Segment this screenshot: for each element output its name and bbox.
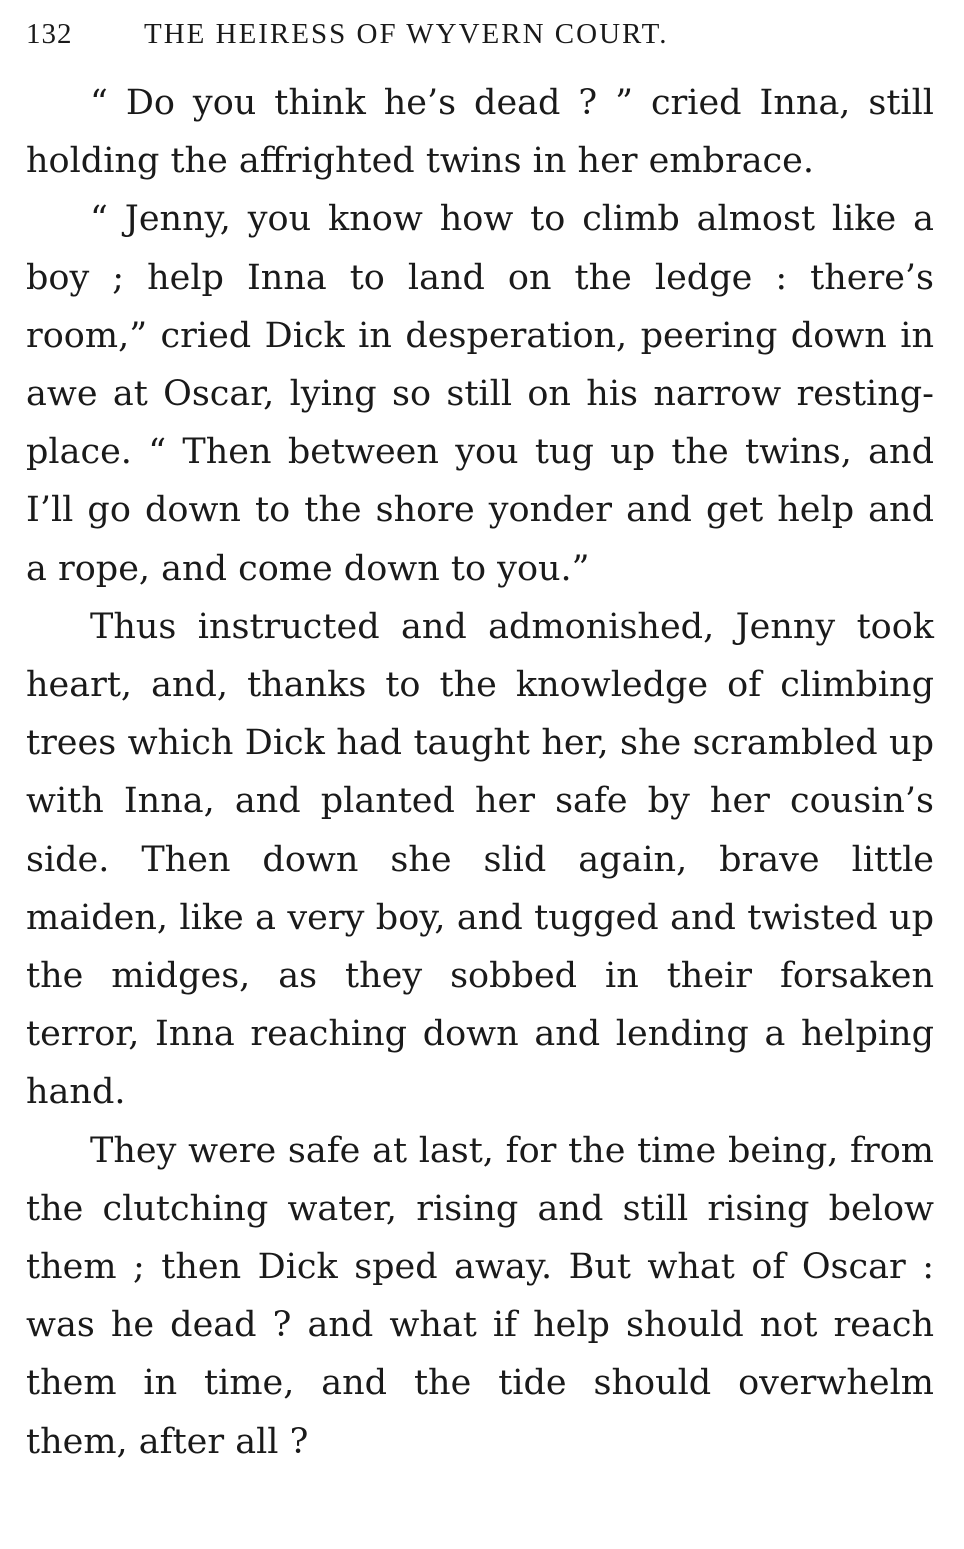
page-number: 132 xyxy=(26,18,73,50)
running-title: THE HEIRESS OF WYVERN COURT. xyxy=(144,18,669,50)
running-head xyxy=(26,18,934,74)
body-text xyxy=(26,74,934,1471)
paragraph: Thus instructed and admonished, Jenny took heart, and, thanks to the knowledge of climbing trees which Dick had taught her, she scrambled up with Inna, and planted her safe by her cousin’s side. Then down she slid again, brave little maiden, like a very boy, and tugged and twisted up the midges, as they sobbed in their forsaken terror, Inna reaching down and lending a helping hand. xyxy=(26,606,934,1113)
paragraph: “ Jenny, you know how to climb almost like a boy ; help Inna to land on the ledge : there’s room,” cried Dick in desperation, peering down in awe at Oscar, lying so still on his narrow resting-place. “ Then between you tug up the twins, and I’ll go down to the shore yonder and get help and a rope, and come down to you.” xyxy=(26,199,934,589)
paragraph: They were safe at last, for the time being, from the clutching water, rising and still rising below them ; then Dick sped away. But what of Oscar : was he dead ? and what if help should not reach them in time, and the tide should overwhelm them, after all ? xyxy=(26,1130,934,1462)
book-page xyxy=(26,18,934,1471)
paragraph: “ Do you think he’s dead ? ” cried Inna, still holding the affrighted twins in her embrace. xyxy=(26,83,934,182)
